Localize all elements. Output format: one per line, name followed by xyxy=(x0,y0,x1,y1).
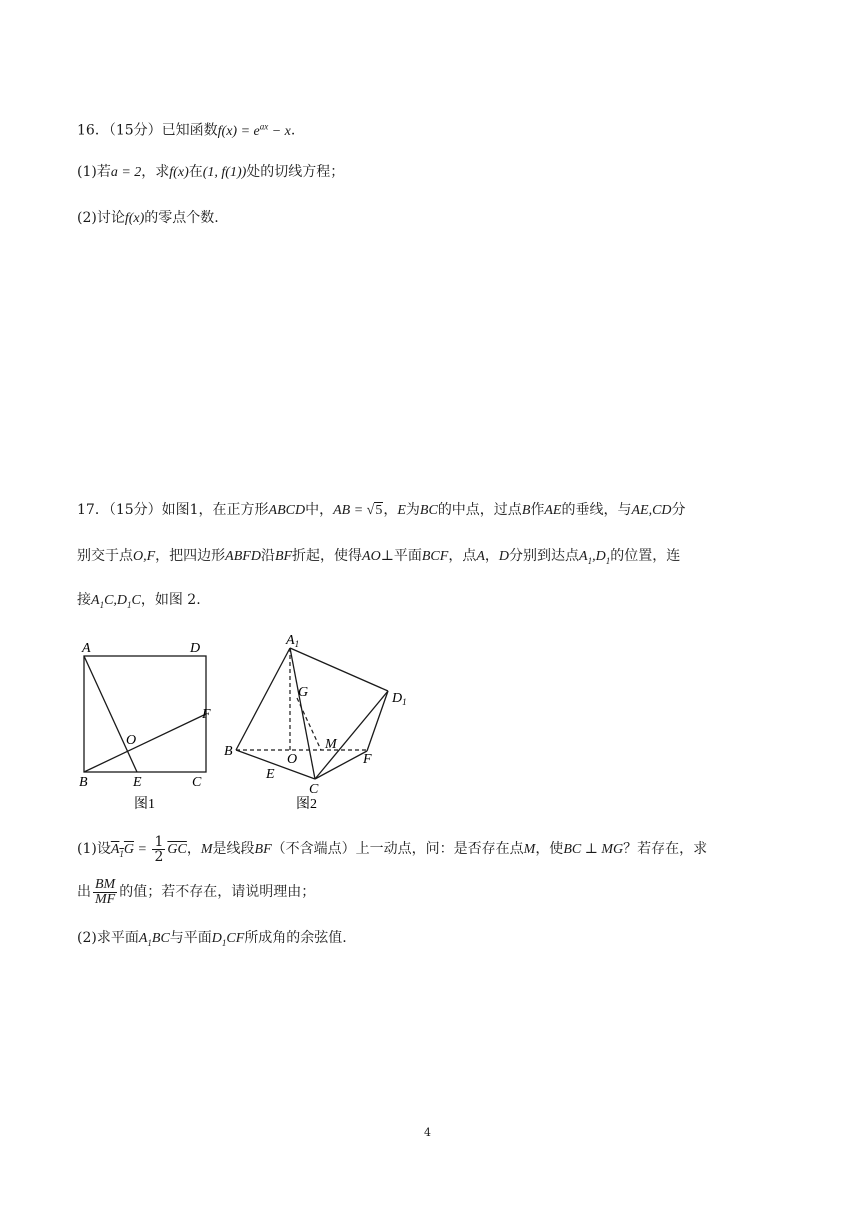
fig2-edge-BC xyxy=(236,750,315,779)
q17-ab-length: AB = √5 xyxy=(333,503,383,518)
q16-point: (1, f(1)) xyxy=(202,165,247,180)
fig2-label-C: C xyxy=(309,782,319,797)
fig1-line-BF xyxy=(84,714,206,772)
q16-end: . xyxy=(290,122,296,139)
fig2-caption: 图2 xyxy=(296,797,317,812)
q17-part2: (2)求平面$A_1BC$与平面$D_1CF$所成角的余弦值. xyxy=(77,930,347,948)
fig1-label-D: D xyxy=(190,641,201,656)
q16-part1: (1)若a = 2，求f(x)在(1, f(1))处的切线方程； xyxy=(77,164,345,180)
fig1-label-F: F xyxy=(202,707,211,722)
q17-line1: 17．（15分）如图1，在正方形ABCD中，AB = √5，E为BC的中点，过点B作AE的垂线，与AE,CD分 xyxy=(77,502,686,518)
fig2-label-D1: $D_1$ xyxy=(392,691,407,707)
fig2-label-G: G xyxy=(298,685,309,700)
q17-line2: 别交于点O,F，把四边形ABFD沿BF折起，使得AO⊥平面BCF，点A，D分别到达点$A_1,D_1$的位置，连 xyxy=(77,548,681,566)
figure-2 xyxy=(220,628,420,818)
fig2-label-O: O xyxy=(287,752,298,767)
fig2-label-F: F xyxy=(363,752,372,767)
fig2-label-E: E xyxy=(266,767,275,782)
fig1-line-AE xyxy=(84,656,137,772)
fig2-label-M: M xyxy=(325,737,337,752)
fig1-label-B: B xyxy=(79,775,88,790)
fig2-edge-CD1 xyxy=(315,691,388,779)
vector-gc: $\overline{GC}$ xyxy=(167,842,187,857)
fig1-square xyxy=(84,656,206,772)
q16-part2: (2)讨论f(x)的零点个数. xyxy=(77,210,219,226)
fraction-bm-mf: $\frac{BM}{MF}$ xyxy=(95,876,116,907)
page-number: 4 xyxy=(424,1126,431,1139)
q16-function: $f(x) = e^{ax} - x$ xyxy=(217,121,291,139)
fig2-edge-CF xyxy=(315,751,367,779)
q17-part1-line2: 出 $\frac{BM}{MF}$ 的值；若不存在，请说明理由； xyxy=(77,876,316,907)
fig2-dashed-GM xyxy=(297,698,321,750)
fig1-label-A: A xyxy=(82,641,91,656)
fraction-one-half: $\frac{1}{2}$ xyxy=(154,833,164,865)
fig2-label-B: B xyxy=(224,744,233,759)
fig1-label-O: O xyxy=(126,733,137,748)
fig1-caption: 图1 xyxy=(134,797,155,812)
q16-stem xyxy=(77,116,295,142)
fig2-edge-FD1 xyxy=(367,691,388,751)
figure-1 xyxy=(70,636,220,816)
q17-line3: 接$A_1C,D_1C$，如图 2. xyxy=(77,592,201,610)
fig2-edge-A1B xyxy=(236,648,290,750)
q16-condition: a = 2 xyxy=(110,165,142,180)
q17-part1-line1: (1)设$A_1G$ = $\frac{1}{2}$ $\overline{GC}$，M是线段BF（不含端点）上一动点，问：是否存在点M，使BC ⊥ MG？若存在，求 xyxy=(77,833,708,865)
q16-stem-text: 16．（15分）已知函数 xyxy=(77,122,218,139)
fig2-label-A1: $A_1$ xyxy=(286,633,300,649)
fig1-label-C: C xyxy=(192,775,202,790)
vector-a1g: $A_1G$ xyxy=(110,842,135,859)
fig1-label-E: E xyxy=(133,775,142,790)
